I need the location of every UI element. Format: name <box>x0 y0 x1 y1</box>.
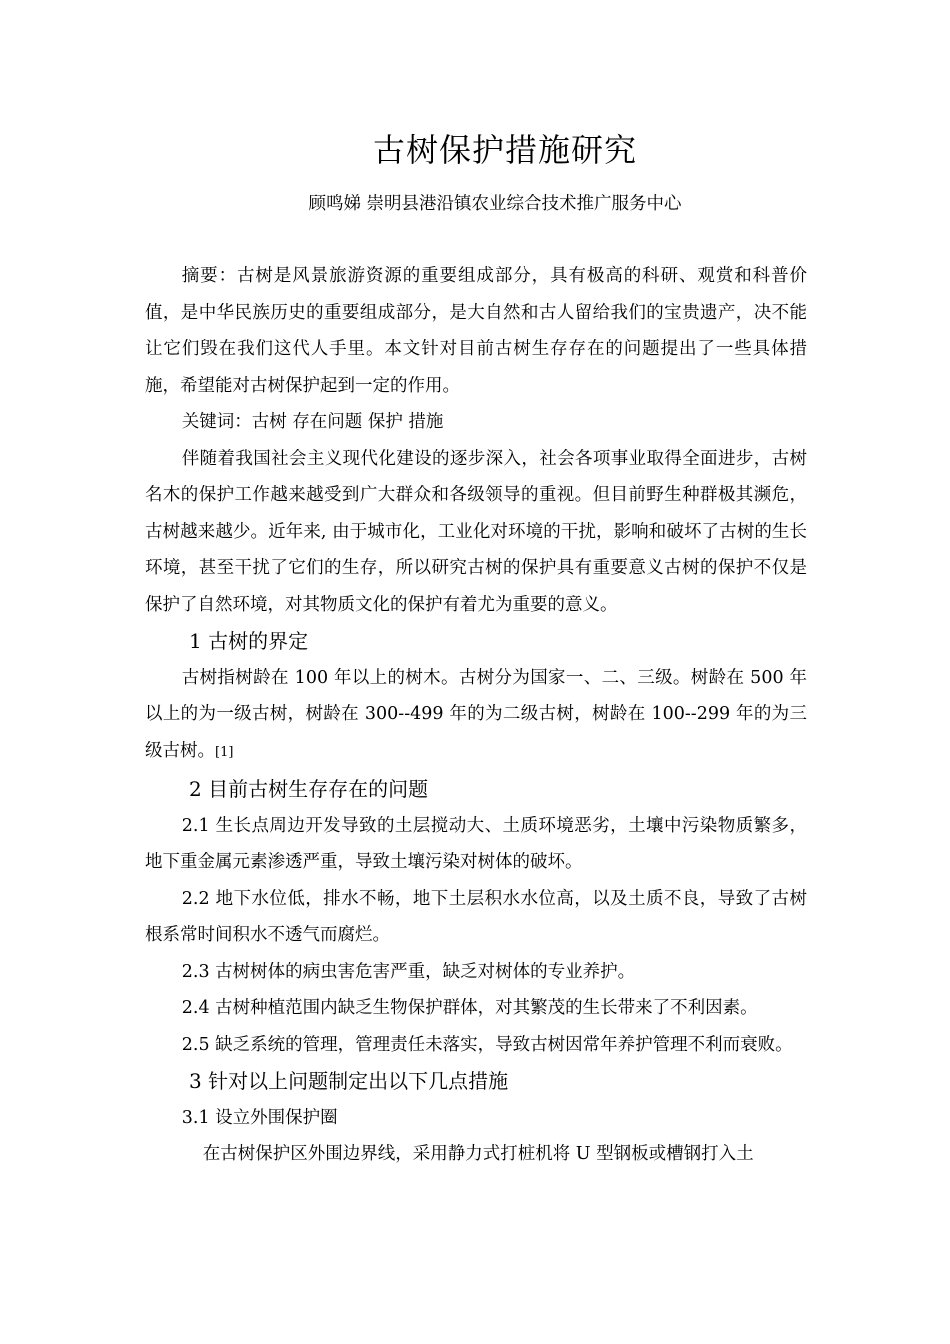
section-2-item: 2.3 古树树体的病虫害危害严重，缺乏对树体的专业养护。 <box>181 961 636 982</box>
intro-paragraph: 伴随着我国社会主义现代化建设的逐步深入，社会各项事业取得全面进步，古树名木的保护工作越来越受到广大群众和各级领导的重视。但目前野生种群极其濒危，古树越来越少。近年来, 由于城市化，工业化对环境的干扰，影响和破坏了古树的生长环境，甚至干扰了它们的生存，所以研究古树的保护具有重要意义古树的保护不仅是保护了自然环境，对其物质文化的保护有着尤为重要的意义。 <box>145 448 807 615</box>
reference-mark: [1] <box>215 744 234 760</box>
section-2-item: 2.5 缺乏系统的管理，管理责任未落实，导致古树因常年养护管理不利而衰败。 <box>181 1034 793 1055</box>
keywords-paragraph: 关键词：古树 存在问题 保护 措施 <box>181 412 444 432</box>
document-title: 古树保护措施研究 <box>372 131 637 169</box>
section-2-item: 2.2 地下水位低，排水不畅，地下土层积水水位高，以及土质不良，导致了古树根系常时间积水不透气而腐烂。 <box>145 888 807 945</box>
section-3-heading: 3 针对以上问题制定出以下几点措施 <box>189 1069 509 1093</box>
abstract-paragraph: 摘要：古树是风景旅游资源的重要组成部分，具有极高的科研、观赏和科普价值，是中华民族历史的重要组成部分，是大自然和古人留给我们的宝贵遗产，决不能让它们毁在我们这代人手里。本文针对目前古树生存存在的问题提出了一些具体措施，希望能对古树保护起到一定的作用。 <box>145 266 807 396</box>
section-1-text: 古树指树龄在 100 年以上的树木。古树分为国家一、二、三级。树龄在 500 年以上的为一级古树，树龄在 300--499 年的为二级古树，树龄在 100--299 年的为三级古树。 <box>145 667 807 761</box>
section-3-1-paragraph: 在古树保护区外围边界线，采用静力式打桩机将 U 型钢板或槽钢打入土 <box>202 1144 754 1164</box>
section-1-paragraph <box>145 660 807 772</box>
author-line: 顾鸣娣 崇明县港沿镇农业综合技术推广服务中心 <box>308 194 682 214</box>
section-3-1-heading: 3.1 设立外围保护圈 <box>181 1107 338 1128</box>
document-body <box>145 258 807 1173</box>
section-2-heading: 2 目前古树生存存在的问题 <box>189 777 429 801</box>
section-2-item: 2.1 生长点周边开发导致的土层搅动大、土质环境恶劣，土壤中污染物质繁多，地下重金属元素渗透严重，导致土壤污染对树体的破坏。 <box>145 815 807 872</box>
section-1-heading: 1 古树的界定 <box>189 629 309 653</box>
section-2-item: 2.4 古树种植范围内缺乏生物保护群体，对其繁茂的生长带来了不利因素。 <box>181 998 758 1018</box>
